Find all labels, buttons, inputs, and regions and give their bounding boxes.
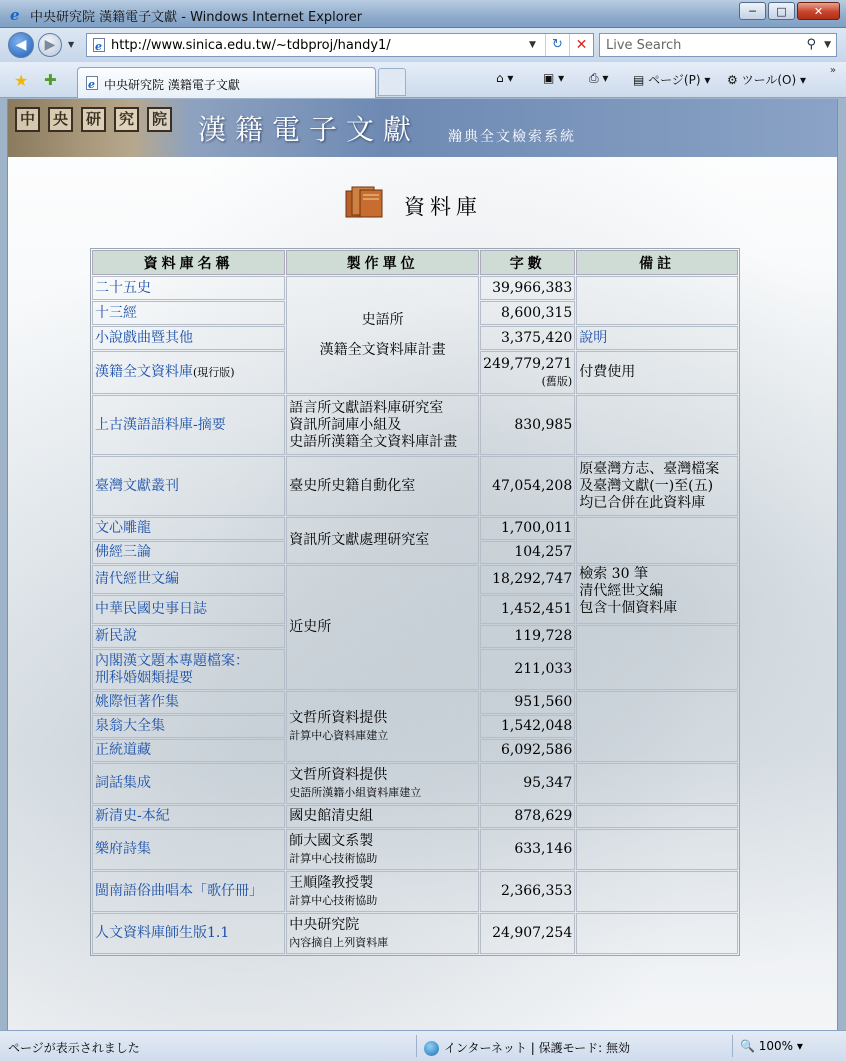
table-row xyxy=(92,395,738,455)
column-header-count: 字數 xyxy=(480,250,575,275)
word-count xyxy=(480,351,575,394)
zoom-control[interactable]: 🔍 100% ▾ xyxy=(740,1039,803,1053)
note-cell xyxy=(576,517,738,564)
status-bar xyxy=(0,1030,846,1061)
tab-title[interactable]: 中央研究院 漢籍電子文獻 xyxy=(104,78,240,92)
word-count: 211,033 xyxy=(480,649,575,690)
producer-sub: 計算中心資料庫建立 xyxy=(289,728,389,742)
producer-line: 史語所 xyxy=(361,311,404,328)
db-link[interactable]: 樂府詩集 xyxy=(92,829,285,870)
word-count: 3,375,420 xyxy=(480,326,575,350)
table-row xyxy=(92,763,738,804)
stop-icon[interactable]: ✕ xyxy=(569,34,593,56)
table-row xyxy=(92,805,738,828)
table-row xyxy=(92,829,738,870)
add-favorites-icon[interactable]: ✚ xyxy=(44,71,57,89)
word-count: 2,366,353 xyxy=(480,871,575,912)
db-link[interactable]: 佛經三論 xyxy=(92,541,285,564)
word-count-sub: (舊版) xyxy=(541,374,573,388)
note-cell xyxy=(576,276,738,325)
url-text[interactable]: http://www.sinica.edu.tw/~tdbproj/handy1/ xyxy=(111,38,391,53)
search-icon[interactable]: ⚲ xyxy=(806,37,816,52)
security-zone-text[interactable]: インターネット | 保護モード: 無効 xyxy=(444,1041,630,1055)
page-icon xyxy=(92,38,106,52)
status-text: ページが表示されました xyxy=(8,1041,140,1055)
svg-text:e: e xyxy=(95,40,102,52)
db-link-line[interactable]: 刑科婚姻類提要 xyxy=(95,669,193,686)
search-field[interactable] xyxy=(599,33,837,57)
books-icon xyxy=(342,185,398,221)
note-cell xyxy=(576,871,738,912)
maximize-button[interactable]: □ xyxy=(768,2,795,20)
word-count: 39,966,383 xyxy=(480,276,575,300)
table-row xyxy=(92,456,738,516)
db-link[interactable]: 正統道藏 xyxy=(92,739,285,762)
producer-cell xyxy=(286,395,479,455)
producer-text: 資訊所文獻處理研究室 xyxy=(286,517,479,564)
db-link[interactable]: 上古漢語語料庫-摘要 xyxy=(92,395,285,455)
word-count: 951,560 xyxy=(480,691,575,714)
note-cell xyxy=(576,691,738,762)
column-header-name: 資料庫名稱 xyxy=(92,250,285,275)
db-link[interactable]: 泉翁大全集 xyxy=(92,715,285,738)
table-header-row xyxy=(92,250,738,275)
seal-char-4: 究 xyxy=(114,107,139,132)
note-cell xyxy=(576,805,738,828)
note-cell xyxy=(576,829,738,870)
note-line: 包含十個資料庫 xyxy=(579,600,678,616)
title-bar xyxy=(0,0,846,28)
search-dropdown-icon[interactable]: ▼ xyxy=(824,40,831,50)
db-link[interactable]: 新民說 xyxy=(92,625,285,648)
column-header-unit: 製作單位 xyxy=(286,250,479,275)
producer-cell xyxy=(286,276,479,394)
word-count: 878,629 xyxy=(480,805,575,828)
note-text: 付費使用 xyxy=(576,351,738,394)
note-cell xyxy=(576,395,738,455)
history-dropdown-icon[interactable]: ▼ xyxy=(68,40,75,49)
forward-button[interactable] xyxy=(38,33,62,57)
word-count: 6,092,586 xyxy=(480,739,575,762)
svg-text:e: e xyxy=(88,78,95,90)
back-arrow-icon: ◀ xyxy=(15,37,27,53)
producer-main: 文哲所資料提供 xyxy=(289,709,388,726)
tools-menu[interactable]: ⚙ ツール(O) ▾ xyxy=(727,73,806,87)
status-divider xyxy=(416,1035,417,1057)
word-count: 1,542,048 xyxy=(480,715,575,738)
producer-line: 史語所漢籍全文資料庫計畫 xyxy=(289,433,458,450)
db-link[interactable]: 文心雕龍 xyxy=(92,517,285,540)
producer-cell xyxy=(286,829,479,870)
favorites-star-icon[interactable]: ★ xyxy=(14,71,29,90)
word-count: 119,728 xyxy=(480,625,575,648)
word-count: 1,452,451 xyxy=(480,595,575,624)
db-link[interactable]: 二十五史 xyxy=(92,276,285,300)
word-count: 830,985 xyxy=(480,395,575,455)
print-icon[interactable]: ⎙ ▾ xyxy=(589,71,609,85)
note-cell xyxy=(576,456,738,516)
word-count: 1,700,011 xyxy=(480,517,575,540)
page-menu[interactable]: ▤ ページ(P) ▾ xyxy=(633,73,711,87)
table-row xyxy=(92,565,738,594)
new-tab-button[interactable] xyxy=(378,68,406,96)
seal-char-5: 院 xyxy=(147,107,172,132)
forward-arrow-icon: ▶ xyxy=(44,37,56,53)
chevron-more-icon[interactable]: » xyxy=(829,65,836,76)
word-count: 24,907,254 xyxy=(480,913,575,954)
producer-main: 文哲所資料提供 xyxy=(289,766,388,783)
tab-active[interactable] xyxy=(77,67,376,98)
note-cell xyxy=(576,913,738,954)
db-link-suffix: (現行版) xyxy=(193,366,235,379)
producer-line: 資訊所詞庫小組及 xyxy=(289,416,402,433)
table-row xyxy=(92,913,738,954)
search-placeholder[interactable]: Live Search xyxy=(606,38,682,53)
site-banner xyxy=(8,99,838,157)
producer-cell xyxy=(286,913,479,954)
db-link[interactable] xyxy=(92,351,285,394)
minimize-button[interactable]: ─ xyxy=(739,2,766,20)
db-link-line[interactable]: 內閣漢文題本專題檔案： xyxy=(95,652,249,669)
db-link[interactable]: 臺灣文獻叢刊 xyxy=(92,456,285,516)
db-link[interactable]: 新清史-本紀 xyxy=(92,805,285,828)
producer-sub: 計算中心技術協助 xyxy=(289,851,378,865)
word-count: 47,054,208 xyxy=(480,456,575,516)
db-link-text[interactable]: 漢籍全文資料庫 xyxy=(95,364,193,380)
producer-main: 王順隆教授製 xyxy=(289,874,374,891)
db-link[interactable]: 清代經世文編 xyxy=(92,565,285,594)
producer-main: 師大國文系製 xyxy=(289,832,374,849)
db-link[interactable]: 中華民國史事日誌 xyxy=(92,595,285,624)
word-count: 18,292,747 xyxy=(480,565,575,594)
note-link[interactable]: 說明 xyxy=(576,326,738,350)
word-count: 8,600,315 xyxy=(480,301,575,325)
security-zone[interactable] xyxy=(424,1039,630,1056)
note-line: 清代經世文編 xyxy=(579,583,664,599)
close-button[interactable]: ✕ xyxy=(797,2,840,20)
note-cell xyxy=(576,763,738,804)
home-icon[interactable]: ⌂ ▾ xyxy=(496,71,514,85)
db-link[interactable]: 十三經 xyxy=(92,301,285,325)
table-row xyxy=(92,276,738,300)
tools-menu-label[interactable]: ツール(O) xyxy=(741,73,797,87)
note-line: 及臺灣文獻(一)至(五) xyxy=(579,477,714,494)
seal-char-2: 央 xyxy=(48,107,73,132)
producer-cell xyxy=(286,871,479,912)
address-toolbar xyxy=(0,28,846,62)
svg-text:e: e xyxy=(10,6,20,22)
producer-text: 近史所 xyxy=(286,565,479,690)
table-row xyxy=(92,517,738,540)
tab-page-icon xyxy=(85,76,99,90)
tab-toolbar xyxy=(0,62,846,98)
window-title: 中央研究院 漢籍電子文獻 - Windows Internet Explorer xyxy=(30,10,363,25)
db-link[interactable]: 詞話集成 xyxy=(92,763,285,804)
producer-sub: 內容摘自上列資料庫 xyxy=(289,935,389,949)
address-field[interactable] xyxy=(86,33,594,57)
refresh-icon[interactable]: ↻ xyxy=(545,34,569,56)
back-button[interactable] xyxy=(8,32,34,58)
table-row xyxy=(92,691,738,714)
column-header-note: 備註 xyxy=(576,250,738,275)
db-link[interactable]: 人文資料庫師生版1.1 xyxy=(92,913,285,954)
producer-sub: 計算中心技術協助 xyxy=(289,893,378,907)
db-link[interactable]: 小說戲曲暨其他 xyxy=(92,326,285,350)
globe-icon xyxy=(424,1041,439,1056)
page-viewport xyxy=(7,99,838,1030)
word-count-main: 249,779,271 xyxy=(483,355,573,372)
producer-text: 國史館清史組 xyxy=(286,805,479,828)
table-row xyxy=(92,871,738,912)
note-line: 均已合併在此資料庫 xyxy=(579,494,706,511)
heading-text: 資料庫 xyxy=(404,195,482,219)
producer-text: 臺史所史籍自動化室 xyxy=(286,456,479,516)
address-dropdown-icon[interactable]: ▼ xyxy=(529,40,536,50)
producer-main: 中央研究院 xyxy=(289,916,360,933)
producer-cell xyxy=(286,691,479,762)
note-cell xyxy=(576,625,738,690)
seal-char-3: 研 xyxy=(81,107,106,132)
note-line: 檢索 30 筆 xyxy=(579,566,648,582)
zoom-level[interactable]: 100% xyxy=(758,1039,794,1053)
producer-line: 語言所文獻語料庫研究室 xyxy=(289,399,444,416)
db-link[interactable]: 閩南語俗曲唱本「歌仔冊」 xyxy=(92,871,285,912)
site-title: 漢籍電子文獻 xyxy=(198,113,421,146)
db-link[interactable]: 姚際恒著作集 xyxy=(92,691,285,714)
site-subtitle: 瀚典全文檢索系統 xyxy=(448,129,576,145)
note-line: 原臺灣方志、臺灣檔案 xyxy=(579,460,720,477)
producer-sub: 史語所漢籍小組資料庫建立 xyxy=(289,785,422,799)
status-divider xyxy=(732,1035,733,1057)
feeds-icon[interactable]: ▣ ▾ xyxy=(543,71,565,85)
word-count: 95,347 xyxy=(480,763,575,804)
word-count: 104,257 xyxy=(480,541,575,564)
producer-cell xyxy=(286,763,479,804)
ie-logo-icon xyxy=(8,6,24,22)
word-count: 633,146 xyxy=(480,829,575,870)
note-cell xyxy=(576,565,738,624)
seal-char-1: 中 xyxy=(15,107,40,132)
page-menu-label[interactable]: ページ(P) xyxy=(648,73,701,87)
db-link[interactable] xyxy=(92,649,285,690)
database-table xyxy=(90,248,740,956)
producer-line: 漢籍全文資料庫計畫 xyxy=(319,341,446,358)
